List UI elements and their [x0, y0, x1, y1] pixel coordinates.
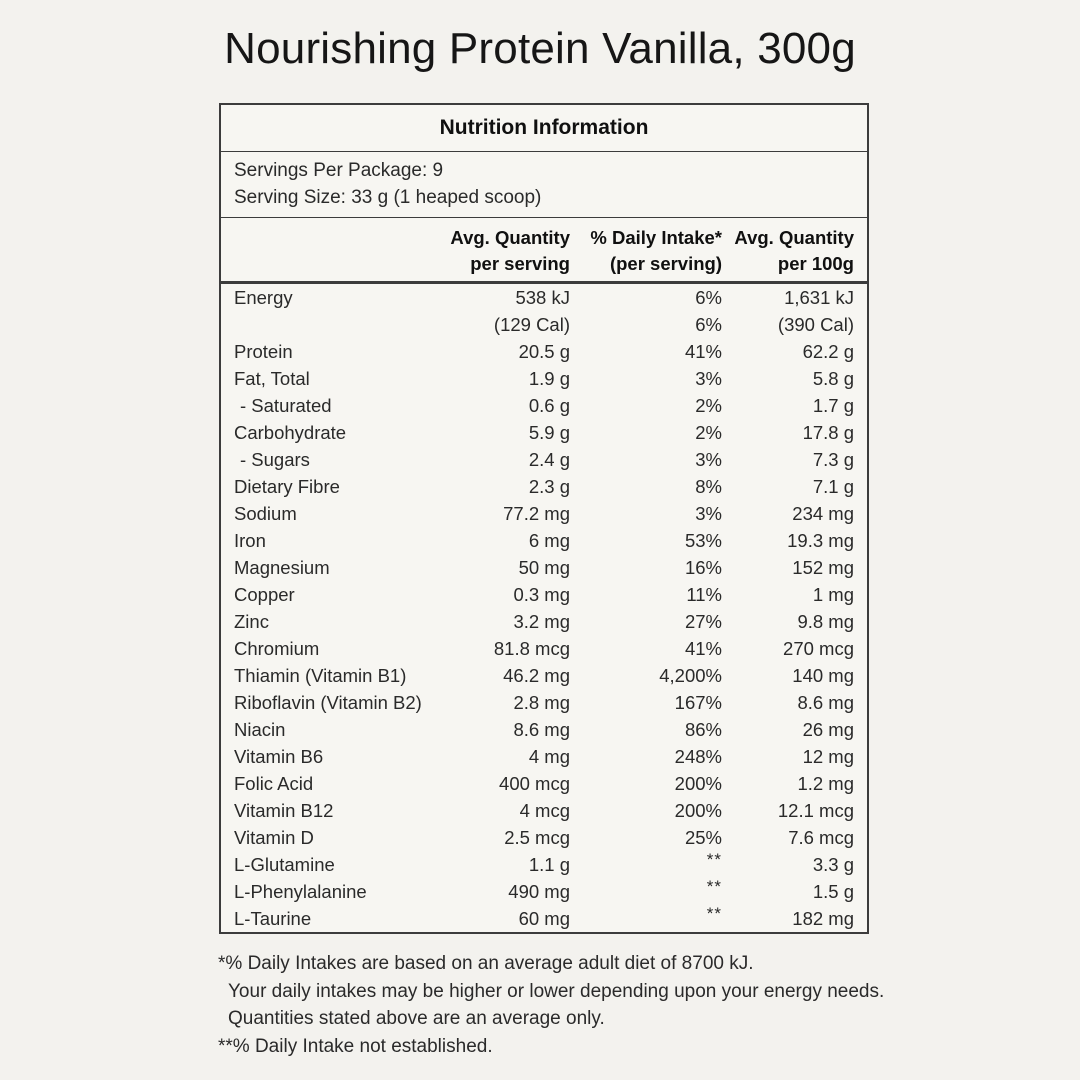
value-per-serving: 6 mg [528, 529, 570, 551]
value-per-100g: 12 mg [802, 745, 854, 767]
value-daily-intake: 86% [684, 718, 722, 740]
value-per-100g: (390 Cal) [777, 313, 854, 335]
value-per-100g: 1.2 mg [797, 772, 854, 794]
col-header-nutrient [221, 225, 446, 281]
value-per-serving: 8.6 mg [513, 718, 570, 740]
value-per-100g: 9.8 mg [797, 610, 854, 632]
value-per-100g: 12.1 mcg [777, 799, 854, 821]
value-per-serving: 4 mcg [519, 799, 570, 821]
nutrient-label: L-Phenylalanine [234, 880, 367, 902]
value-per-serving: 1.1 g [528, 853, 570, 875]
nutrient-row [221, 338, 867, 365]
value-per-serving: 538 kJ [515, 286, 570, 308]
value-per-100g: 19.3 mg [787, 529, 854, 551]
nutrient-label: Chromium [234, 637, 320, 659]
value-per-serving: 0.6 g [528, 394, 570, 416]
value-per-100g: 1 mg [812, 583, 854, 605]
nutrient-rows [221, 284, 867, 932]
value-daily-intake: ** [706, 876, 722, 896]
nutrient-label: Vitamin B6 [234, 745, 324, 767]
value-daily-intake: 200% [674, 799, 722, 821]
value-daily-intake: 53% [684, 529, 722, 551]
nutrient-row [221, 905, 867, 932]
footnote-line: **% Daily Intake not established. [218, 1035, 493, 1057]
value-per-serving: 50 mg [518, 556, 570, 578]
value-per-100g: 1,631 kJ [784, 286, 854, 308]
value-daily-intake: 16% [684, 556, 722, 578]
nutrient-label: Carbohydrate [234, 421, 347, 443]
value-per-100g: 1.7 g [812, 394, 854, 416]
nutrient-label: - Sugars [240, 448, 310, 470]
value-per-100g: 182 mg [792, 907, 854, 929]
value-per-100g: 7.3 g [812, 448, 854, 470]
nutrient-label: Protein [234, 340, 293, 362]
value-per-serving: 2.3 g [528, 475, 570, 497]
value-daily-intake: 2% [695, 421, 722, 443]
value-per-100g: 5.8 g [812, 367, 854, 389]
value-per-100g: 234 mg [792, 502, 854, 524]
nutrient-row [221, 689, 867, 716]
value-daily-intake: 248% [674, 745, 722, 767]
value-daily-intake: 167% [674, 691, 722, 713]
value-per-serving: 400 mcg [499, 772, 570, 794]
value-daily-intake: 8% [695, 475, 722, 497]
value-daily-intake: ** [706, 849, 722, 869]
value-per-serving: 20.5 g [518, 340, 570, 362]
col-header-per-100g: Avg. Quantity per 100g [734, 227, 854, 274]
value-daily-intake: 2% [695, 394, 722, 416]
value-per-100g: 270 mcg [783, 637, 854, 659]
value-per-serving: 2.8 mg [513, 691, 570, 713]
nutrient-label: Magnesium [234, 556, 330, 578]
nutrient-row [221, 608, 867, 635]
nutrient-row [221, 554, 867, 581]
footnote-line: *% Daily Intakes are based on an average adult diet of 8700 kJ. [218, 953, 754, 974]
value-per-100g: 26 mg [802, 718, 854, 740]
nutrient-row [221, 824, 867, 851]
value-daily-intake: 3% [695, 502, 722, 524]
nutrient-row [221, 581, 867, 608]
nutrient-row [221, 851, 867, 878]
nutrient-label: Copper [234, 583, 295, 605]
value-per-serving: 81.8 mcg [493, 637, 570, 659]
servings-per-package: Servings Per Package: 9 [234, 160, 444, 181]
value-per-100g: 7.1 g [812, 475, 854, 497]
value-daily-intake: 6% [695, 286, 722, 308]
col-header-per-serving: Avg. Quantity per serving [450, 227, 570, 274]
nutrient-row [221, 662, 867, 689]
value-per-serving: 60 mg [518, 907, 570, 929]
value-daily-intake: 41% [684, 637, 722, 659]
value-daily-intake: 6% [695, 313, 722, 335]
nutrient-row [221, 284, 867, 311]
nutrient-row [221, 500, 867, 527]
nutrient-row [221, 635, 867, 662]
nutrient-label: Iron [234, 529, 266, 551]
value-per-100g: 8.6 mg [797, 691, 854, 713]
value-per-100g: 7.6 mcg [788, 826, 854, 848]
value-daily-intake: 41% [684, 340, 722, 362]
value-daily-intake: 3% [695, 448, 722, 470]
nutrient-row [221, 311, 867, 338]
nutrient-row [221, 878, 867, 905]
value-daily-intake: 25% [684, 826, 722, 848]
value-daily-intake: 3% [695, 367, 722, 389]
value-per-100g: 140 mg [792, 664, 854, 686]
nutrient-label: - Saturated [240, 394, 332, 416]
nutrient-row [221, 743, 867, 770]
nutrient-label: Riboflavin (Vitamin B2) [234, 691, 422, 713]
value-per-100g: 1.5 g [812, 880, 854, 902]
value-daily-intake: 200% [674, 772, 722, 794]
nutrient-label: L-Glutamine [234, 853, 335, 875]
value-per-serving: 1.9 g [528, 367, 570, 389]
column-headers [221, 218, 867, 284]
value-daily-intake: ** [706, 903, 722, 923]
nutrient-label: Vitamin B12 [234, 799, 334, 821]
footnote-line: Quantities stated above are an average only. [228, 1008, 605, 1029]
nutrient-row [221, 419, 867, 446]
value-per-serving: (129 Cal) [493, 313, 570, 335]
value-per-serving: 490 mg [508, 880, 570, 902]
nutrient-row [221, 365, 867, 392]
nutrient-row [221, 473, 867, 500]
value-per-serving: 3.2 mg [513, 610, 570, 632]
page-title: Nourishing Protein Vanilla, 300g [224, 24, 856, 73]
serving-info [221, 152, 867, 218]
value-per-100g: 17.8 g [802, 421, 854, 443]
footnote-line: Your daily intakes may be higher or lower depending upon your energy needs. [228, 980, 885, 1002]
value-per-serving: 2.4 g [528, 448, 570, 470]
value-per-serving: 77.2 mg [503, 502, 570, 524]
nutrient-row [221, 392, 867, 419]
nutrient-row [221, 446, 867, 473]
nutrient-label: Folic Acid [234, 772, 314, 794]
nutrient-label: Niacin [234, 718, 286, 740]
value-per-100g: 3.3 g [812, 853, 854, 875]
nutrient-row [221, 716, 867, 743]
value-daily-intake: 27% [684, 610, 722, 632]
value-daily-intake: 11% [686, 583, 722, 605]
col-header-daily-intake: % Daily Intake* (per serving) [590, 227, 722, 274]
value-per-serving: 46.2 mg [503, 664, 570, 686]
nutrient-label: Vitamin D [234, 826, 314, 848]
nutrient-label: Dietary Fibre [234, 475, 340, 497]
nutrient-label: L-Taurine [234, 907, 312, 929]
nutrient-row [221, 527, 867, 554]
value-per-serving: 5.9 g [528, 421, 570, 443]
nutrient-label: Zinc [234, 610, 269, 632]
nutrient-label: Sodium [234, 502, 297, 524]
value-daily-intake: 4,200% [659, 664, 722, 686]
value-per-serving: 2.5 mcg [504, 826, 570, 848]
nutrient-label: Thiamin (Vitamin B1) [234, 664, 407, 686]
footnotes [218, 950, 884, 1060]
nutrition-panel-title: Nutrition Information [221, 105, 867, 152]
nutrient-label: Energy [234, 286, 293, 308]
nutrition-panel [219, 103, 869, 934]
value-per-serving: 4 mg [528, 745, 570, 767]
nutrient-row [221, 797, 867, 824]
value-per-100g: 62.2 g [802, 340, 854, 362]
value-per-serving: 0.3 mg [513, 583, 570, 605]
serving-size: Serving Size: 33 g (1 heaped scoop) [234, 187, 542, 208]
nutrient-row [221, 770, 867, 797]
nutrient-label: Fat, Total [234, 367, 310, 389]
value-per-100g: 152 mg [792, 556, 854, 578]
